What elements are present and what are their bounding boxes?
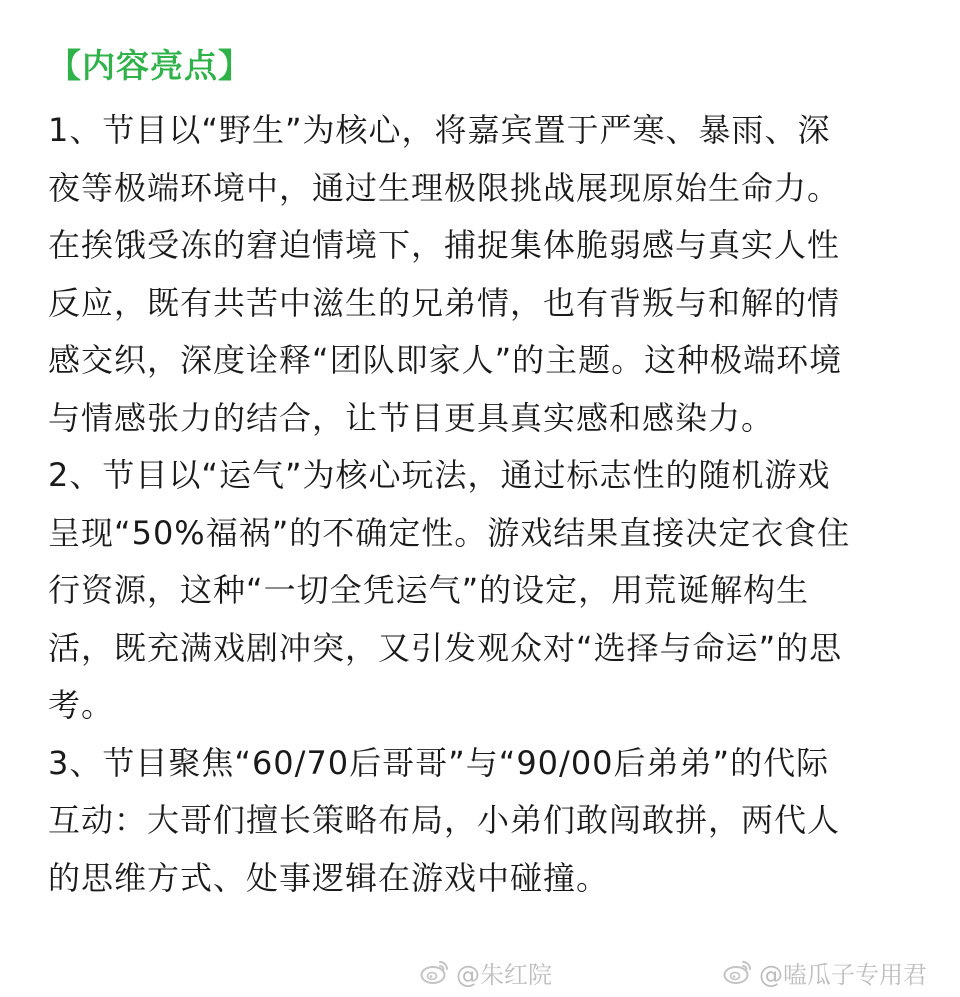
weibo-icon: [723, 959, 753, 985]
text-line: 的思维方式、处事逻辑在游戏中碰撞。: [48, 858, 610, 897]
text-line: 感交织，深度诠释“团队即家人”的主题。这种极端环境: [48, 341, 843, 379]
highlight-paragraph-3: [48, 735, 908, 908]
watermark-2: [723, 952, 927, 992]
text-line: 2、节目以“运气”为核心玩法，通过标志性的随机游戏: [48, 456, 831, 494]
text-line: 活，既充满戏剧冲突，又引发观众对“选择与命运”的思: [48, 628, 843, 667]
text-line: 行资源，这种“一切全凭运气”的设定，用荒诞解构生: [48, 571, 810, 609]
text-line: 互动：大哥们擅长策略布局，小弟们敢闯敢拼，两代人: [48, 801, 841, 839]
article-body: [48, 102, 908, 907]
watermark-1: [420, 952, 552, 992]
section-heading: 【内容亮点】: [48, 46, 252, 85]
text-line: 反应，既有共苦中滋生的兄弟情，也有背叛与和解的情: [48, 283, 841, 322]
text-line: 3、节目聚焦“60/70后哥哥”与“90/00后弟弟”的代际: [48, 743, 830, 782]
highlight-paragraph-1: [48, 102, 908, 447]
highlight-paragraph-2: [48, 447, 908, 735]
watermark-text: @朱红院: [456, 960, 552, 989]
text-line: 1、节目以“野生”为核心，将嘉宾置于严寒、暴雨、深: [48, 111, 831, 149]
text-line: 与情感张力的结合，让节目更具真实感和感染力。: [48, 398, 775, 437]
text-line: 呈现“50%福祸”的不确定性。游戏结果直接决定衣食住: [48, 513, 851, 552]
watermark-bar: [0, 952, 960, 992]
text-line: 夜等极端环境中，通过生理极限挑战展现原始生命力。: [48, 168, 841, 207]
text-line: 考。: [48, 686, 115, 724]
text-line: 在挨饿受冻的窘迫情境下，捕捉集体脆弱感与真实人性: [48, 226, 841, 264]
weibo-icon: [420, 959, 450, 985]
watermark-text: @嗑瓜子专用君: [759, 960, 927, 989]
